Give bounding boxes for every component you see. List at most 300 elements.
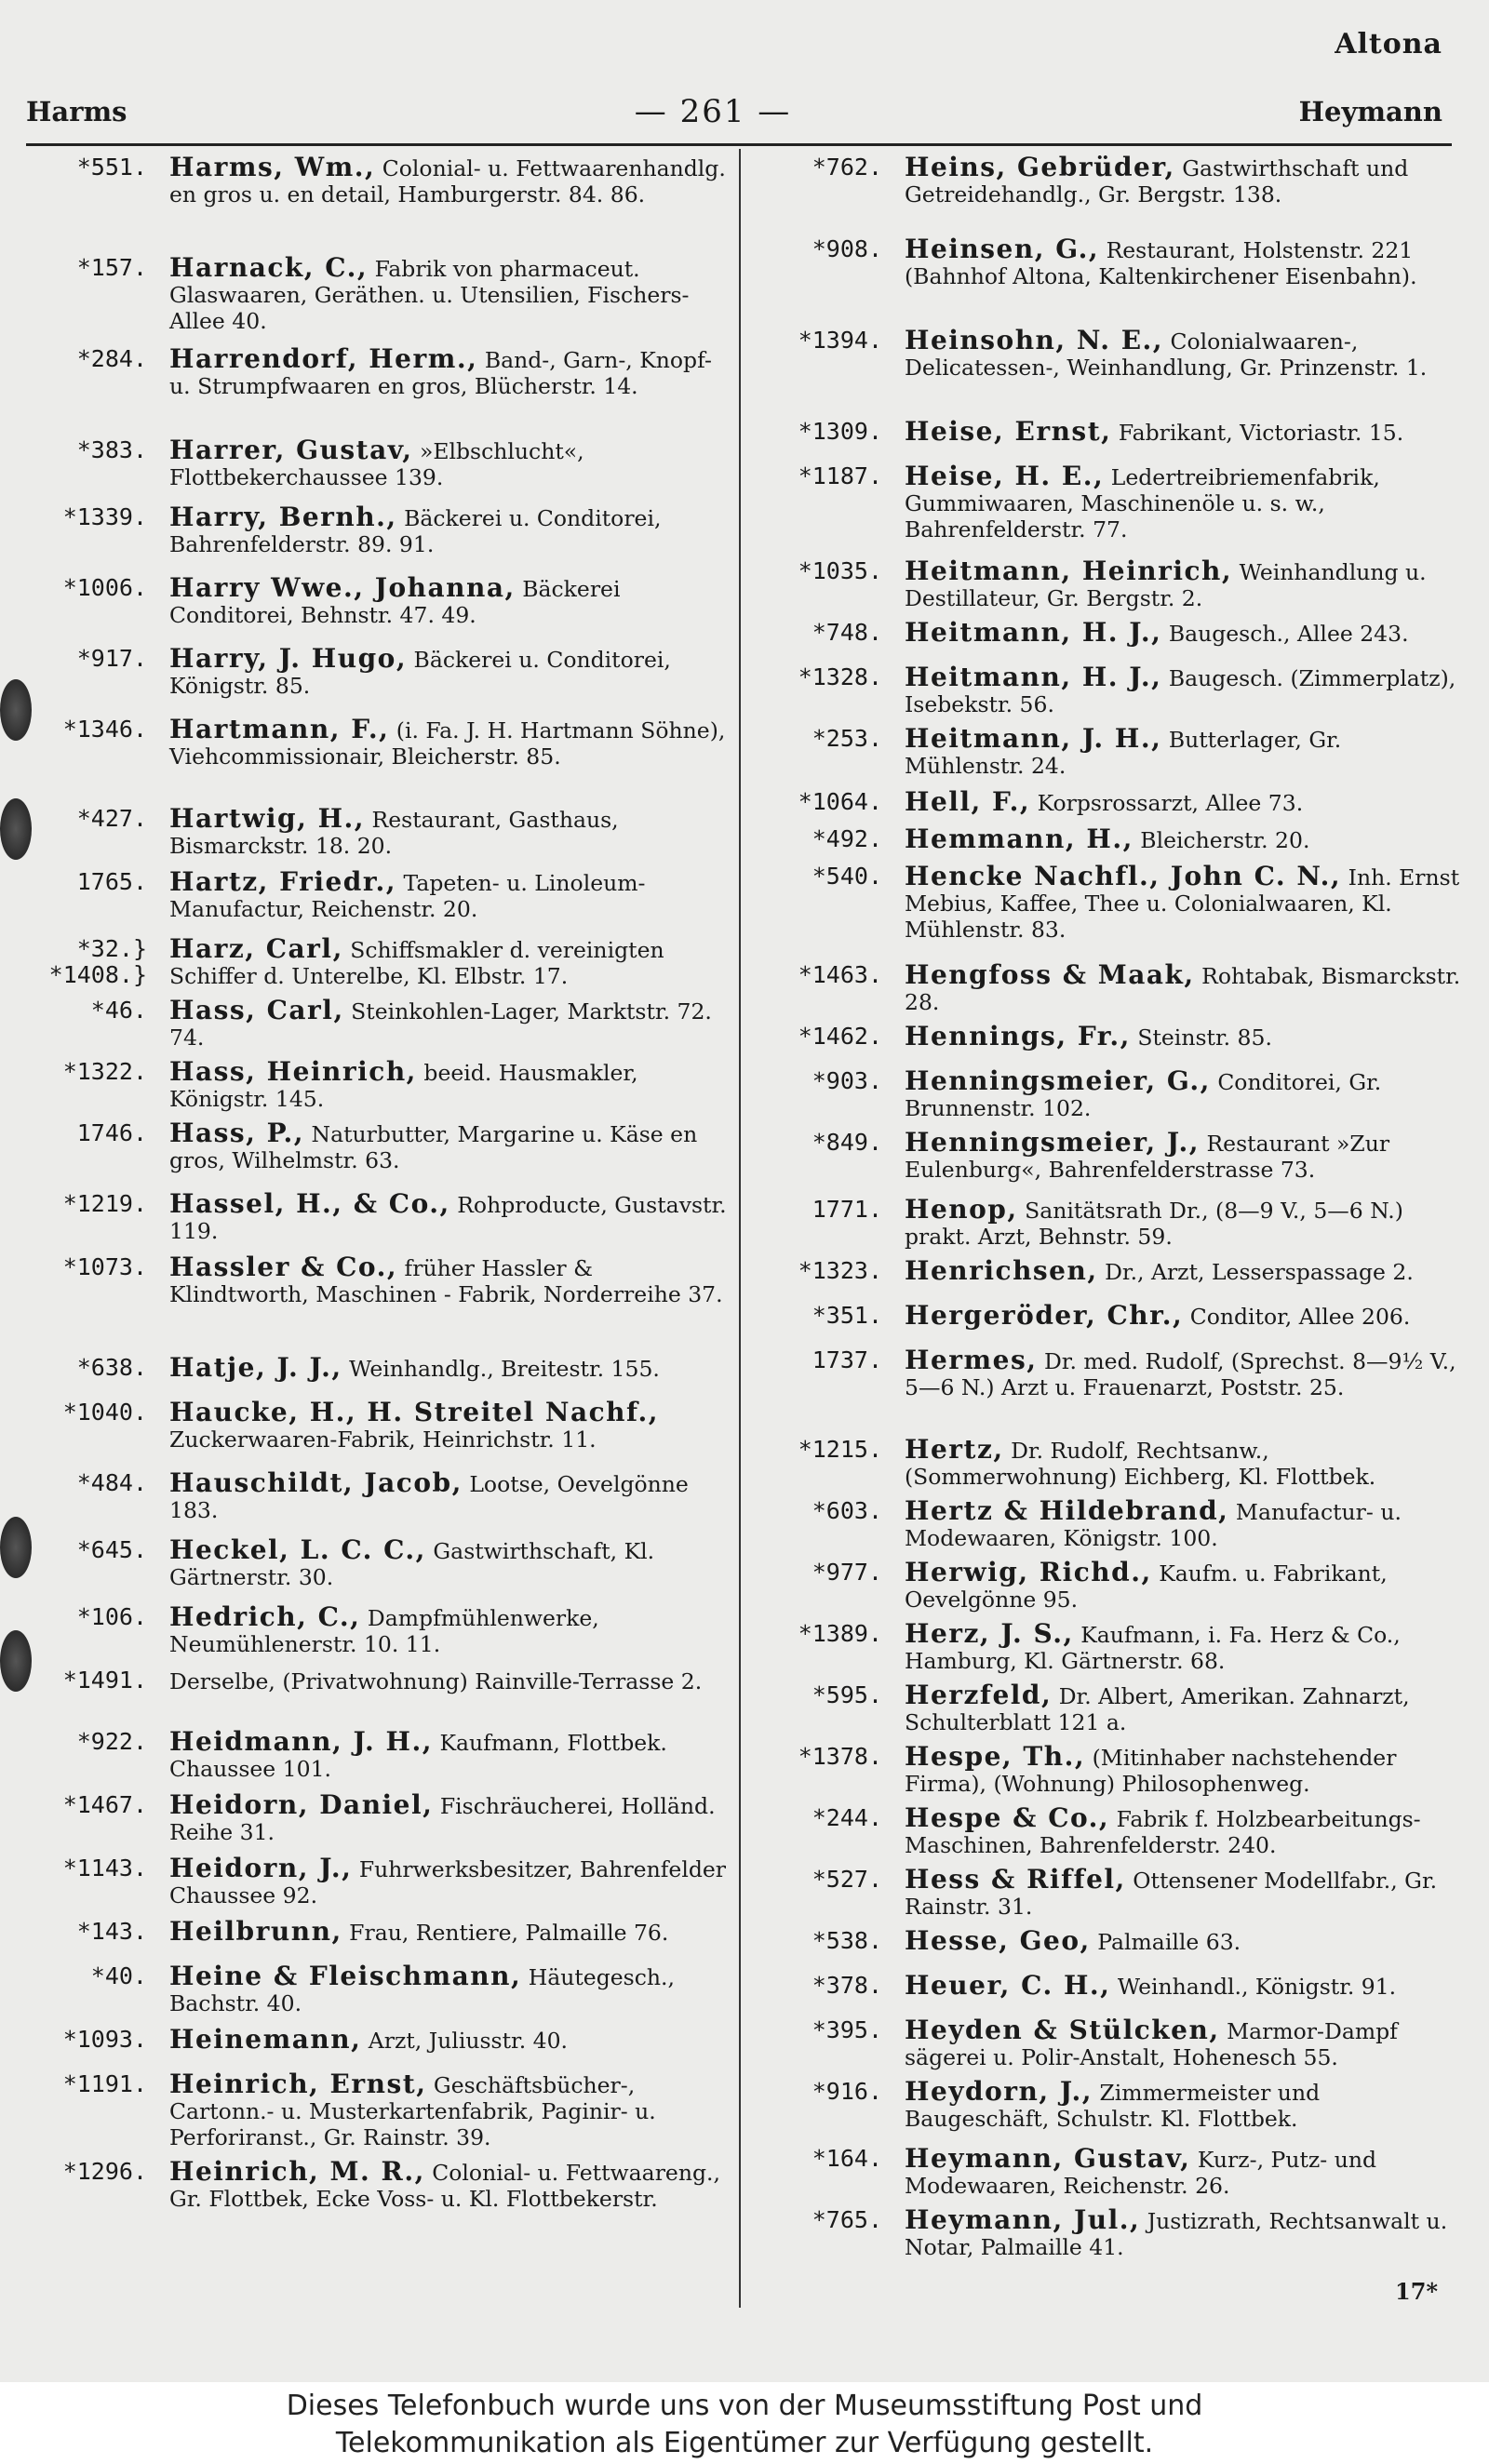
entry-body (905, 2204, 1464, 2260)
phone-number: *977. (812, 1559, 882, 1586)
directory-entry (761, 1970, 1464, 2017)
phone-number: *1040. (62, 1399, 147, 1426)
directory-entry (761, 236, 1464, 328)
directory-entry (761, 723, 1464, 789)
entry-details: Restaurant, Holstenstr. 221 (Bahnhof Altona, Kaltenkirchener Eisenbahn). (905, 237, 1417, 289)
directory-entry (26, 643, 733, 716)
entry-body (905, 1925, 1464, 1956)
entry-body (169, 252, 733, 334)
phone-number: *1491. (62, 1667, 147, 1694)
phone-number: *143. (76, 1918, 147, 1945)
directory-entry (26, 2024, 733, 2071)
entry-body (905, 1682, 1464, 1735)
directory-entry (761, 1194, 1464, 1258)
subscriber-name: Heitmann, J. H., (905, 723, 1162, 754)
entry-details: Kurz-, Putz- und Modewaaren, Reichenstr. 26. (905, 2147, 1377, 2199)
entry-details: Sanitätsrath Dr., (8—9 V., 5—6 N.) prakt. Arzt, Behnstr. 59. (905, 1198, 1403, 1250)
entry-details: Zimmermeister und Baugeschäft, Schulstr. Kl. Flottbek. (905, 2080, 1321, 2132)
entry-details: Conditor, Allee 206. (1183, 1304, 1411, 1330)
entry-details: Weinhandl., Königstr. 91. (1110, 1974, 1397, 2000)
entry-details: Kaufmann, i. Fa. Herz & Co., Hamburg, Kl. Gärtnerstr. 68. (905, 1622, 1401, 1674)
entry-details: Bleicherstr. 20. (1133, 827, 1310, 853)
entry-body (905, 1300, 1464, 1331)
entry-body (905, 1802, 1464, 1858)
entry-details: Palmaille 63. (1090, 1929, 1241, 1955)
phone-number: *1323. (798, 1257, 882, 1284)
entry-details: Steinkohlen-Lager, Marktstr. 72. 74. (169, 998, 712, 1051)
entry-body (169, 1667, 733, 1694)
entry-body (905, 1618, 1464, 1674)
entry-body (905, 463, 1464, 542)
directory-entry (26, 1726, 733, 1792)
entry-details: Korpsrossarzt, Allee 73. (1030, 790, 1304, 816)
subscriber-name: Heuer, C. H., (905, 1970, 1111, 2001)
directory-entry (761, 786, 1464, 826)
directory-entry (26, 437, 733, 504)
entry-details: Weinhandlg., Breitestr. 155. (342, 1356, 660, 1382)
subscriber-name: Heymann, Jul., (905, 2204, 1141, 2235)
directory-entry (761, 1682, 1464, 1744)
entry-body (905, 1127, 1464, 1183)
phone-number: *32.} *1408.} (48, 935, 147, 988)
entry-details: Gastwirthschaft, Kl. Gärtnerstr. 30. (169, 1538, 655, 1590)
subscriber-name: Hartwig, H., (169, 803, 366, 834)
directory-entry (761, 1557, 1464, 1621)
phone-number: 1737. (812, 1346, 882, 1373)
subscriber-name: Herzfeld, (905, 1680, 1053, 1710)
entry-details: Häutegesch., Bachstr. 40. (169, 1964, 675, 2016)
entry-body (169, 1601, 733, 1657)
subscriber-name: Harrer, Gustav, (169, 435, 413, 465)
directory-entry (761, 416, 1464, 463)
subscriber-name: Henningsmeier, G., (905, 1065, 1211, 1096)
entry-details: Ledertreibriemenfabrik, Gummiwaaren, Maschinenöle u. s. w., Bahrenfelderstr. 77. (905, 464, 1380, 542)
directory-entry (26, 1399, 733, 1470)
entry-body (905, 325, 1464, 381)
header-rule (26, 143, 1452, 146)
entry-body (905, 617, 1464, 648)
entry-details: »Elbschlucht«, Flottbekerchaussee 139. (169, 438, 584, 490)
entry-body (169, 2024, 733, 2055)
subscriber-name: Harrendorf, Herm., (169, 343, 478, 374)
subscriber-name: Hencke Nachfl., John C. N., (905, 861, 1342, 891)
phone-number: *1191. (62, 2070, 147, 2097)
directory-entry (26, 2071, 733, 2159)
subscriber-name: Heinrich, M. R., (169, 2156, 425, 2187)
subscriber-name: Hartz, Friedr., (169, 866, 397, 897)
entry-details: Ottensener Modellfabr., Gr. Rainstr. 31. (905, 1868, 1438, 1920)
directory-entry (26, 933, 733, 998)
directory-entry (26, 2156, 733, 2243)
entry-body (905, 1864, 1464, 1920)
subscriber-name: Heydorn, J., (905, 2076, 1093, 2107)
phone-number: *1462. (798, 1023, 882, 1050)
directory-entry (761, 558, 1464, 620)
phone-number: *157. (76, 254, 147, 281)
entry-details: Band-, Garn-, Knopf- u. Strumpfwaaren en gros, Blücherstr. 14. (169, 347, 712, 399)
entry-body (169, 933, 733, 989)
entry-body (169, 866, 733, 922)
subscriber-name: Heise, H. E., (905, 461, 1105, 491)
entry-body (905, 236, 1464, 289)
subscriber-name: Herz, J. S., (905, 1618, 1074, 1649)
footer-line-2: Telekommunikation als Eigentümer zur Verfügung gestellt. (335, 2427, 1154, 2459)
entry-details: Derselbe, (Privatwohnung) Rainville-Terrasse 2. (169, 1668, 703, 1694)
entry-body (905, 826, 1464, 853)
phone-number: *1339. (62, 503, 147, 530)
directory-entry (761, 325, 1464, 419)
phone-number: *1035. (798, 557, 882, 584)
directory-entry (26, 995, 733, 1059)
last-name-heading: Heymann (1298, 96, 1442, 127)
entry-details: Naturbutter, Margarine u. Käse en gros, Wilhelmstr. 63. (169, 1121, 698, 1173)
entry-body (905, 416, 1464, 447)
subscriber-name: Hespe & Co., (905, 1802, 1110, 1833)
subscriber-name: Haucke, H., H. Streitel Nachf., (169, 1397, 660, 1427)
entry-body (905, 1255, 1464, 1286)
entry-details: Restaurant »Zur Eulenburg«, Bahrenfelderstrasse 73. (905, 1131, 1390, 1183)
phone-number: *922. (76, 1728, 147, 1755)
entry-body (905, 1557, 1464, 1613)
subscriber-name: Hass, P., (169, 1118, 305, 1148)
subscriber-name: Heise, Ernst, (905, 416, 1112, 447)
directory-entry (26, 1534, 733, 1604)
footer-notice (0, 2382, 1489, 2464)
directory-entry (761, 1300, 1464, 1347)
subscriber-name: Heidorn, J., (169, 1853, 353, 1883)
phone-number: *1389. (798, 1620, 882, 1647)
entry-body (905, 1065, 1464, 1121)
entry-details: Rohtabak, Bismarckstr. 28. (905, 963, 1461, 1015)
entry-details: Rohproducte, Gustavstr. 119. (169, 1192, 727, 1244)
page-header (26, 91, 1442, 132)
directory-entry (26, 1056, 733, 1120)
directory-entry (761, 1925, 1464, 1973)
subscriber-name: Henrichsen, (905, 1255, 1098, 1286)
entry-body (905, 2017, 1464, 2070)
entry-body (169, 1534, 733, 1590)
directory-entry (26, 1601, 733, 1667)
entry-body (905, 959, 1464, 1015)
entry-body (169, 1963, 733, 2016)
directory-entry (761, 1347, 1464, 1437)
subscriber-name: Harz, Carl, (169, 933, 343, 964)
phone-number: *748. (812, 619, 882, 646)
entry-body (169, 1789, 733, 1845)
entry-details: (i. Fa. J. H. Hartmann Söhne), Viehcommissionair, Bleicherstr. 85. (169, 717, 726, 770)
phone-number: *378. (812, 1972, 882, 1999)
phone-number: *1463. (798, 961, 882, 988)
entry-details: Arzt, Juliusstr. 40. (361, 2028, 569, 2054)
directory-entry (761, 1864, 1464, 1928)
directory-entry (761, 664, 1464, 726)
entry-details: Frau, Rentiere, Palmaille 76. (342, 1920, 669, 1946)
entry-body (169, 1120, 733, 1173)
phone-number: *1093. (62, 2026, 147, 2053)
subscriber-name: Heilbrunn, (169, 1916, 342, 1947)
phone-number: *603. (812, 1497, 882, 1524)
entry-body (169, 1399, 733, 1453)
subscriber-name: Hassler & Co., (169, 1252, 398, 1282)
phone-number: *1064. (798, 788, 882, 815)
subscriber-name: Hertz & Hildebrand, (905, 1495, 1229, 1526)
entry-body (169, 643, 733, 699)
entry-details: Manufactur- u. Modewaaren, Königstr. 100. (905, 1499, 1402, 1551)
subscriber-name: Hass, Heinrich, (169, 1056, 417, 1087)
entry-details: Bäckerei Conditorei, Behnstr. 47. 49. (169, 576, 621, 628)
entry-details: Fabrik f. Holzbearbeitungs-Maschinen, Bahrenfelderstr. 240. (905, 1806, 1421, 1858)
subscriber-name: Heitmann, H. J., (905, 662, 1162, 692)
subscriber-name: Hass, Carl, (169, 995, 344, 1025)
entry-details: Fabrikant, Victoriastr. 15. (1111, 420, 1404, 446)
subscriber-name: Hergeröder, Chr., (905, 1300, 1184, 1331)
subscriber-name: Hatje, J. J., (169, 1352, 342, 1383)
directory-entry (26, 1789, 733, 1855)
directory-entry (761, 1741, 1464, 1805)
phone-number: *540. (812, 863, 882, 890)
subscriber-name: Heinsen, G., (905, 234, 1100, 264)
phone-number: *244. (812, 1804, 882, 1831)
entry-body (169, 1467, 733, 1523)
entry-details: Baugesch., Allee 243. (1161, 621, 1409, 647)
entry-body (905, 723, 1464, 779)
entry-body (169, 1188, 733, 1244)
directory-entry (26, 504, 733, 575)
entry-body (905, 1434, 1464, 1490)
subscriber-name: Heine & Fleischmann, (169, 1961, 522, 1991)
footer-line-1: Dieses Telefonbuch wurde uns von der Museumsstiftung Post und (286, 2390, 1203, 2422)
phone-number: *40. (90, 1962, 147, 1989)
directory-entry (761, 463, 1464, 558)
entry-details: Colonialwaaren-, Delicatessen-, Weinhandlung, Gr. Prinzenstr. 1. (905, 328, 1428, 381)
phone-number: *1322. (62, 1058, 147, 1085)
entry-details: Dr. Albert, Amerikan. Zahnarzt, Schulterblatt 121 a. (905, 1683, 1410, 1735)
subscriber-name: Hesse, Geo, (905, 1925, 1091, 1956)
entry-body (905, 1741, 1464, 1797)
directory-entry (761, 861, 1464, 962)
entry-body (905, 1970, 1464, 2001)
subscriber-name: Harnack, C., (169, 252, 369, 283)
entry-details: beeid. Hausmakler, Königstr. 145. (169, 1060, 638, 1112)
subscriber-name: Hassel, H., & Co., (169, 1188, 450, 1219)
subscriber-name: Heidorn, Daniel, (169, 1789, 434, 1820)
phone-number: *284. (76, 345, 147, 372)
subscriber-name: Heitmann, H. J., (905, 617, 1162, 648)
directory-entry (761, 826, 1464, 864)
directory-entry (26, 1352, 733, 1399)
directory-entry (761, 1255, 1464, 1303)
entry-body (905, 2076, 1464, 2132)
phone-number: *527. (812, 1866, 882, 1893)
entry-details: Dr. Rudolf, Rechtsanw., (Sommerwohnung) Eichberg, Kl. Flottbek. (905, 1438, 1376, 1490)
directory-entry (761, 2143, 1464, 2207)
subscriber-name: Hauschildt, Jacob, (169, 1467, 463, 1498)
entry-body (905, 1021, 1464, 1051)
phone-number: *395. (812, 2016, 882, 2043)
phone-number: *351. (812, 1302, 882, 1329)
phone-number: *253. (812, 725, 882, 752)
entry-body (905, 786, 1464, 817)
subscriber-name: Heins, Gebrüder, (905, 152, 1175, 182)
phone-number: *645. (76, 1536, 147, 1563)
subscriber-name: Hengfoss & Maak, (905, 959, 1195, 990)
entry-body (169, 803, 733, 859)
directory-entry (761, 1802, 1464, 1867)
phone-number: *1346. (62, 716, 147, 743)
phone-number: *1143. (62, 1855, 147, 1881)
phone-number: *106. (76, 1603, 147, 1630)
entry-body (905, 558, 1464, 611)
directory-entry (26, 1120, 733, 1191)
subscriber-name: Herwig, Richd., (905, 1557, 1152, 1587)
directory-entry (26, 716, 733, 806)
subscriber-name: Harry, Bernh., (169, 502, 397, 532)
entry-details: Colonial- u. Fettwaarenhandlg. en gros u. en detail, Hamburgerstr. 84. 86. (169, 155, 726, 208)
entry-body (905, 2143, 1464, 2199)
subscriber-name: Hedrich, C., (169, 1601, 361, 1632)
subscriber-name: Heidmann, J. H., (169, 1726, 433, 1757)
phone-number: *908. (812, 235, 882, 262)
entry-details: Fuhrwerksbesitzer, Bahrenfelder Chaussee 92. (169, 1856, 727, 1908)
subscriber-name: Hell, F., (905, 786, 1031, 817)
directory-entry (761, 1021, 1464, 1068)
phone-number: *762. (812, 154, 882, 181)
entry-details: früher Hassler & Klindtworth, Maschinen - Fabrik, Norderreihe 37. (169, 1255, 723, 1307)
directory-entry (26, 1855, 733, 1919)
entry-details: Bäckerei u. Conditorei, Königstr. 85. (169, 647, 671, 699)
phone-number: *551. (76, 154, 147, 181)
directory-entry (26, 1667, 733, 1729)
entry-body (169, 1916, 733, 1947)
entry-details: Dampfmühlenwerke, Neumühlenerstr. 10. 11. (169, 1605, 599, 1657)
phone-number: *1378. (798, 1743, 882, 1770)
phone-number: *164. (812, 2145, 882, 2172)
entry-details: Kaufmann, Flottbek. Chaussee 101. (169, 1730, 667, 1782)
entry-body (169, 1254, 733, 1307)
subscriber-name: Hennings, Fr., (905, 1021, 1131, 1051)
entry-details: Fabrik von pharmaceut. Glaswaaren, Geräthen. u. Utensilien, Fischers-Allee 40. (169, 256, 690, 334)
entry-details: Baugesch. (Zimmerplatz), Isebekstr. 56. (905, 665, 1456, 717)
directory-entry (26, 572, 733, 646)
entry-body (905, 1347, 1464, 1400)
phone-number: *849. (812, 1129, 882, 1156)
phone-number: *1006. (62, 574, 147, 601)
signature-mark: 17* (1395, 2278, 1438, 2305)
phone-number: *1394. (798, 327, 882, 354)
left-column (26, 154, 733, 2243)
entry-body (169, 1855, 733, 1908)
phone-number: *484. (76, 1469, 147, 1496)
entry-body (905, 861, 1464, 943)
phone-number: *1309. (798, 418, 882, 445)
entry-body (169, 154, 733, 208)
phone-number: *1328. (798, 663, 882, 690)
entry-body (905, 154, 1464, 208)
subscriber-name: Harry, J. Hugo, (169, 643, 408, 674)
phone-number: 1771. (812, 1196, 882, 1223)
region-heading: Altona (1335, 28, 1442, 60)
directory-entry (761, 2017, 1464, 2079)
entry-details: Bäckerei u. Conditorei, Bahrenfelderstr. 89. 91. (169, 505, 662, 557)
subscriber-name: Harms, Wm., (169, 152, 376, 182)
subscriber-name: Henningsmeier, J., (905, 1127, 1200, 1158)
entry-details: Weinhandlung u. Destillateur, Gr. Bergstr. 2. (905, 559, 1427, 611)
entry-body (169, 2156, 733, 2212)
directory-entry (761, 1065, 1464, 1130)
entry-body (169, 343, 733, 399)
right-column (761, 154, 1464, 2269)
directory-entry (26, 343, 733, 437)
subscriber-name: Henop, (905, 1194, 1018, 1225)
entry-details: Fischräucherei, Holländ. Reihe 31. (169, 1793, 716, 1845)
first-name-heading: Harms (26, 96, 127, 127)
subscriber-name: Heinrich, Ernst, (169, 2069, 427, 2099)
phone-number: *1073. (62, 1253, 147, 1280)
entry-details: Dr. med. Rudolf, (Sprechst. 8—9½ V., 5—6 N.) Arzt u. Frauenarzt, Poststr. 25. (905, 1348, 1456, 1400)
directory-entry (761, 959, 1464, 1024)
entry-body (169, 1056, 733, 1112)
directory-entry (26, 1188, 733, 1254)
subscriber-name: Hespe, Th., (905, 1741, 1086, 1772)
subscriber-name: Hartmann, F., (169, 714, 390, 744)
subscriber-name: Heinemann, (169, 2024, 362, 2055)
subscriber-name: Hertz, (905, 1434, 1004, 1465)
phone-number: *916. (812, 2078, 882, 2105)
phone-number: *1219. (62, 1190, 147, 1217)
phone-number: *917. (76, 645, 147, 672)
entry-details: Zuckerwaaren-Fabrik, Heinrichstr. 11. (169, 1426, 597, 1453)
entry-details: Colonial- u. Fettwaareng., Gr. Flottbek, Ecke Voss- u. Kl. Flottbekerstr. (169, 2160, 720, 2212)
entry-details: (Mitinhaber nachstehender Firma), (Wohnung) Philosophenweg. (905, 1745, 1397, 1797)
directory-entry (26, 803, 733, 869)
phone-number: *46. (90, 997, 147, 1024)
directory-entry (761, 2076, 1464, 2146)
directory-entry (761, 1127, 1464, 1197)
subscriber-name: Hess & Riffel, (905, 1864, 1126, 1895)
directory-entry (761, 1618, 1464, 1682)
subscriber-name: Heckel, L. C. C., (169, 1534, 426, 1565)
entry-body (169, 572, 733, 628)
entry-details: Justizrath, Rechtsanwalt u. Notar, Palmaille 41. (905, 2208, 1448, 2260)
phone-number: *1215. (798, 1436, 882, 1463)
entry-body (169, 1352, 733, 1383)
directory-entry (26, 154, 733, 255)
directory-entry (761, 2204, 1464, 2269)
entry-details: Steinstr. 85. (1130, 1024, 1272, 1051)
entry-details: Marmor-Dampf sägerei u. Polir-Anstalt, Hohenesch 55. (905, 2018, 1398, 2070)
directory-entry (26, 1916, 733, 1963)
entry-body (905, 664, 1464, 717)
entry-details: Kaufm. u. Fabrikant, Oevelgönne 95. (905, 1560, 1388, 1613)
entry-details: Schiffsmakler d. vereinigten Schiffer d. Unterelbe, Kl. Elbstr. 17. (169, 937, 664, 989)
entry-details: Restaurant, Gasthaus, Bismarckstr. 18. 20. (169, 807, 619, 859)
subscriber-name: Heinsohn, N. E., (905, 325, 1164, 355)
phone-number: *1467. (62, 1791, 147, 1818)
entry-body (169, 2071, 733, 2150)
entry-details: Lootse, Oevelgönne 183. (169, 1471, 689, 1523)
phone-number: *1187. (798, 462, 882, 489)
entry-details: Conditorei, Gr. Brunnenstr. 102. (905, 1069, 1382, 1121)
phone-number: *427. (76, 805, 147, 832)
directory-entry (761, 617, 1464, 664)
subscriber-name: Heymann, Gustav, (905, 2143, 1191, 2174)
phone-number: *638. (76, 1354, 147, 1381)
entry-body (905, 1495, 1464, 1551)
phone-number: *1296. (62, 2158, 147, 2185)
phone-number: *595. (812, 1681, 882, 1708)
entry-body (169, 716, 733, 770)
entry-details: Butterlager, Gr. Mühlenstr. 24. (905, 727, 1342, 779)
